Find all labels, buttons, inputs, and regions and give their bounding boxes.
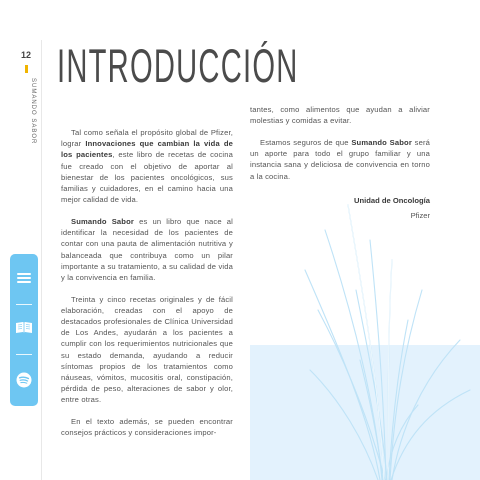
page-number: 12 (21, 50, 32, 60)
page-title: INTRODUCCIÓN (57, 39, 299, 92)
grass-illustration (300, 200, 480, 480)
paragraph-closing: Estamos seguros de que Sumando Sabor será un aporte para todo el grupo familiar y una instancia sana y deliciosa de convivencia en torno a la cocina. (250, 137, 431, 181)
menu-icon[interactable] (14, 268, 34, 288)
left-column (61, 127, 233, 449)
page-marker (25, 65, 28, 73)
side-nav (10, 254, 38, 406)
signature-org: Pfizer (410, 211, 430, 220)
nav-divider (16, 304, 32, 305)
book-icon[interactable] (14, 318, 34, 338)
paragraph-tips: En el texto además, se pueden encontrar consejos prácticos y consideraciones impor- (61, 417, 233, 438)
nav-divider (16, 354, 32, 355)
sidebar-rule (41, 40, 42, 480)
right-column (250, 104, 430, 192)
paragraph-continued: tantes, como alimentos que ayudan a aliviar molestias y comidas a evitar. (250, 105, 430, 126)
signature-unit: Unidad de Oncología (354, 196, 430, 205)
paragraph-intro: Tal como señala el propósito global de Pfizer, lograr Innovaciones que cambian la vida de los pacientes, este libro de recetas de cocina fue creado con el objetivo de aportar al bienestar de los pacientes oncológicos, sus familias y cuidadores, en el camino hacia una mejor calidad de vida. (61, 128, 233, 205)
paragraph-book: Sumando Sabor es un libro que nace al identificar la necesidad de los pacientes de contar con una pauta de alimentación nutritiva y balanceada que contribuya como un pilar importante a su tratamiento, a su calidad de vida y la convivencia en familia. (61, 216, 233, 282)
spotify-icon[interactable] (14, 370, 34, 390)
running-head: SUMANDO SABOR (30, 78, 36, 145)
paragraph-recipes: Treinta y cinco recetas originales y de fácil elaboración, creadas con el apoyo de destacados profesionales de Clínica Universidad de Los Andes, ayudarán a los pacientes a cumplir con los requerimientos nutricionales que su estado demanda, ayudando a reducir síntomas propios de los tratamientos como náuseas, vómitos, mucositis oral, constipación, pérdida de peso, alteraciones de sabor y olor, entre otras. (61, 294, 233, 405)
